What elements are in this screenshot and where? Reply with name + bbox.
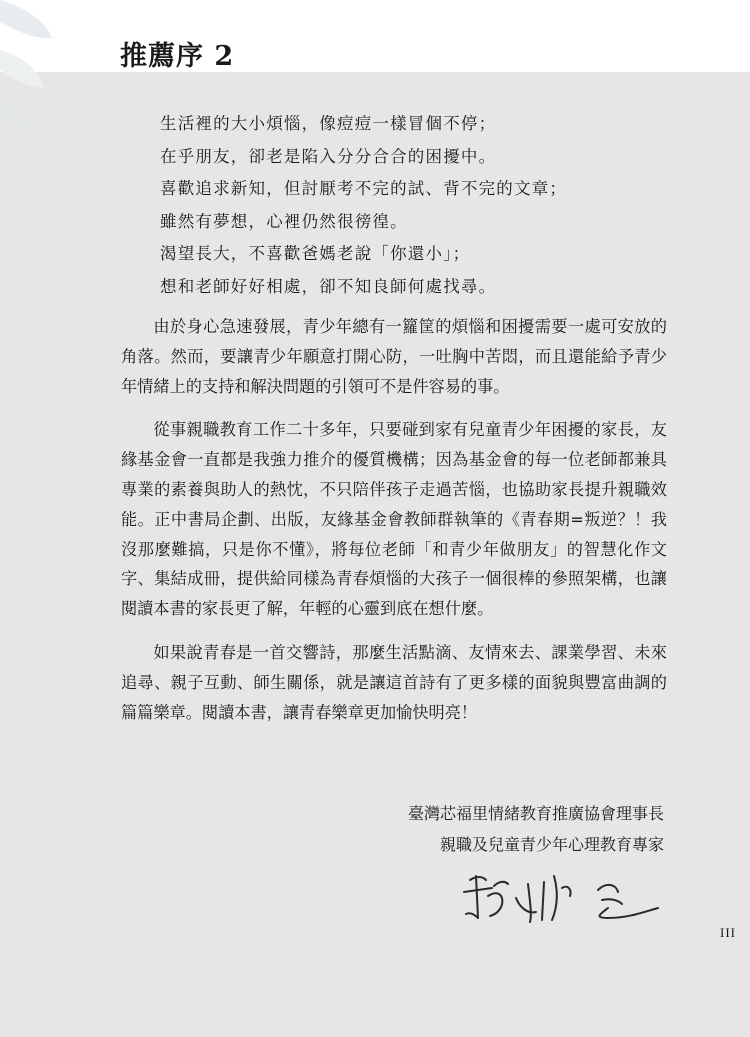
paragraph: 從事親職教育工作二十多年，只要碰到家有兒童青少年困擾的家長，友緣基金會一直都是我強力推介的優質機構；因為基金會的每一位老師都兼具專業的素養與助人的熱忱，不只陪伴孩子走過苦惱，也協助家長提升親職效能。正中書局企劃、出版，友緣基金會教師群執筆的《青春期=叛逆？！我沒那麼難搞，只是你不懂》，將每位老師「和青少年做朋友」的智慧化作文字、集結成冊，提供給同樣為青春煩惱的大孩子一個很棒的參照架構，也讓閱讀本書的家長更了解，年輕的心靈到底在想什麼。: [121, 420, 667, 619]
paragraph: 由於身心急速發展，青少年總有一籮筐的煩惱和困擾需要一處可安放的角落。然而，要讓青少年願意打開心防，一吐胸中苦悶，而且還能給予青少年情緒上的支持和解決問題的引領可不是件容易的事。: [121, 317, 667, 396]
leaf-decoration: [0, 0, 60, 150]
author-title-line: 臺灣芯福里情緒教育推廣協會理事長: [407, 804, 664, 823]
poem-line: 想和老師好好相處，卻不知良師何處找尋。: [160, 276, 497, 296]
author-credentials: [408, 798, 664, 860]
poem-line: 喜歡追求新知，但討厭考不完的試、背不完的文章；: [160, 179, 568, 198]
author-title-line: 親職及兒童青少年心理教育專家: [439, 835, 664, 854]
body-text: [121, 312, 667, 741]
poem-line: 雖然有夢想，心裡仍然很徬徨。: [160, 211, 408, 231]
paragraph: 如果說青春是一首交響詩，那麼生活點滴、友情來去、課業學習、未來追尋、親子互動、師生關係，就是讓這首詩有了更多樣的面貌與豐富曲調的篇篇樂章。閱讀本書，讓青春樂章更加愉快明亮！: [121, 642, 667, 722]
page-number: III: [720, 925, 736, 940]
page-title: 推薦序 2: [120, 41, 235, 72]
handwritten-signature: [458, 862, 668, 932]
poem-line: 在乎朋友，卻老是陷入分分合合的困擾中。: [160, 146, 497, 166]
poem: [160, 108, 640, 303]
poem-line: 生活裡的大小煩惱，像痘痘一樣冒個不停；: [160, 114, 497, 133]
header-band: [0, 0, 750, 72]
poem-line: 渴望長大，不喜歡爸媽老說「你還小」；: [160, 244, 471, 263]
